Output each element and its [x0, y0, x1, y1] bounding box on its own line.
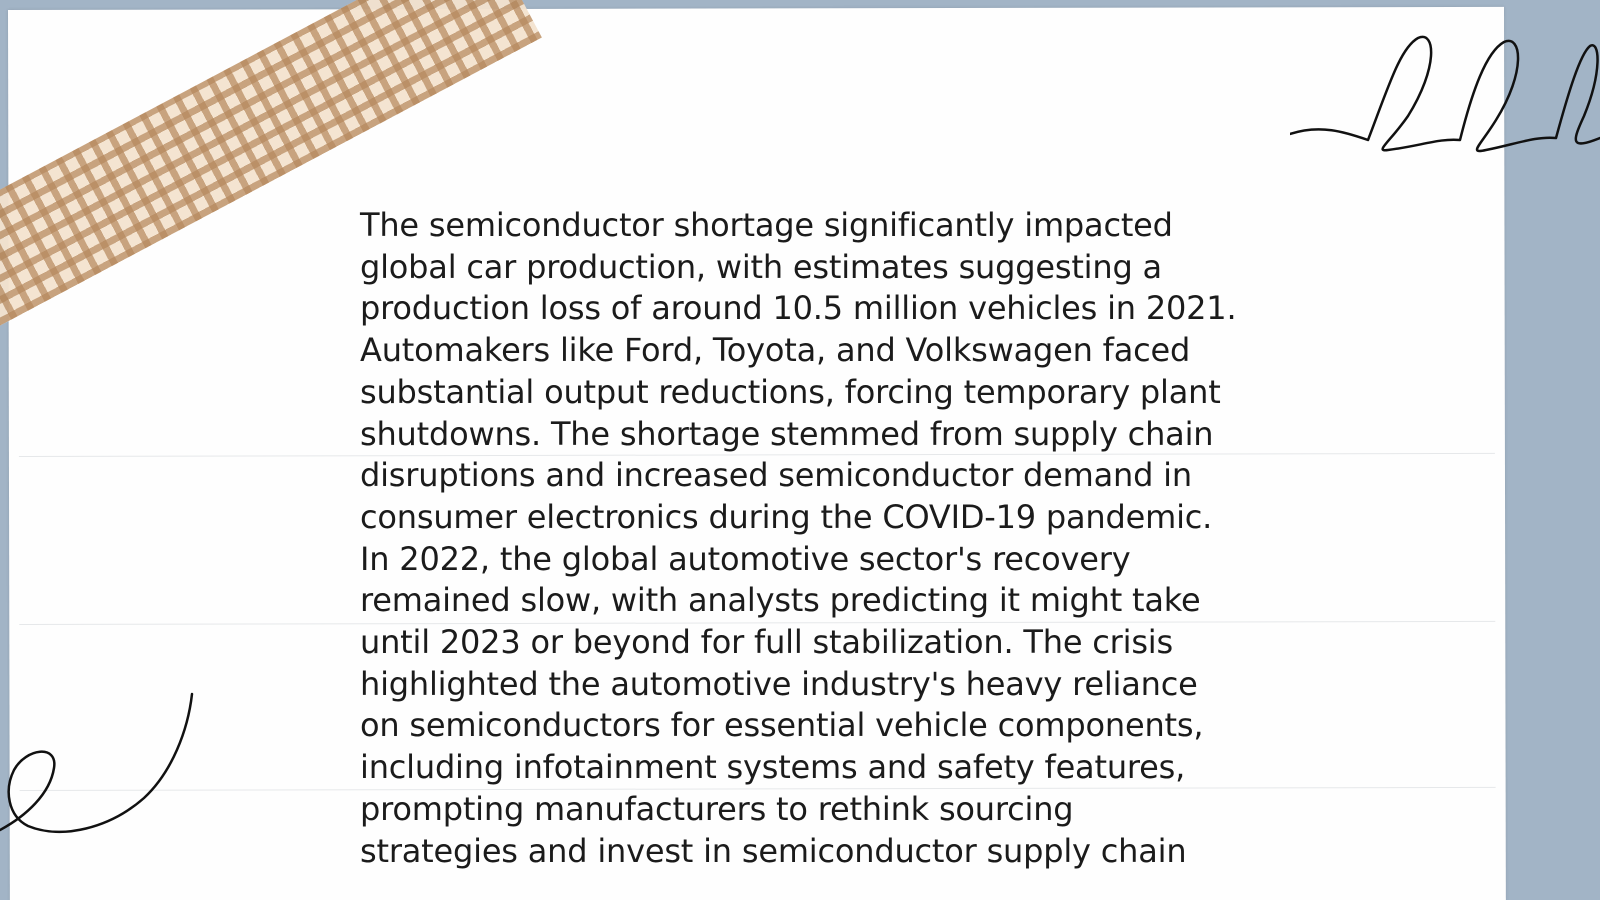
loop-squiggle-icon — [1290, 28, 1600, 168]
swoosh-squiggle-icon — [0, 690, 200, 850]
body-paragraph: The semiconductor shortage significantly impacted global car production, with estimates suggesting a production loss of around 10.5 million vehicles in 2021. Automakers like Ford, Toyota, and Volkswagen faced substantial output reductions, forcing temporary plant shutdowns. The shortage stemmed from supply chain disruptions and increased semiconductor demand in consumer electronics during the COVID-19 pandemic. In 2022, the global automotive sector's recovery remained slow, with analysts predicting it might take until 2023 or beyond for full stabilization. The crisis highlighted the automotive industry's heavy reliance on semiconductors for essential vehicle components, including infotainment systems and safety features, prompting manufacturers to rethink sourcing strategies and invest in semiconductor supply chain — [360, 206, 1237, 870]
